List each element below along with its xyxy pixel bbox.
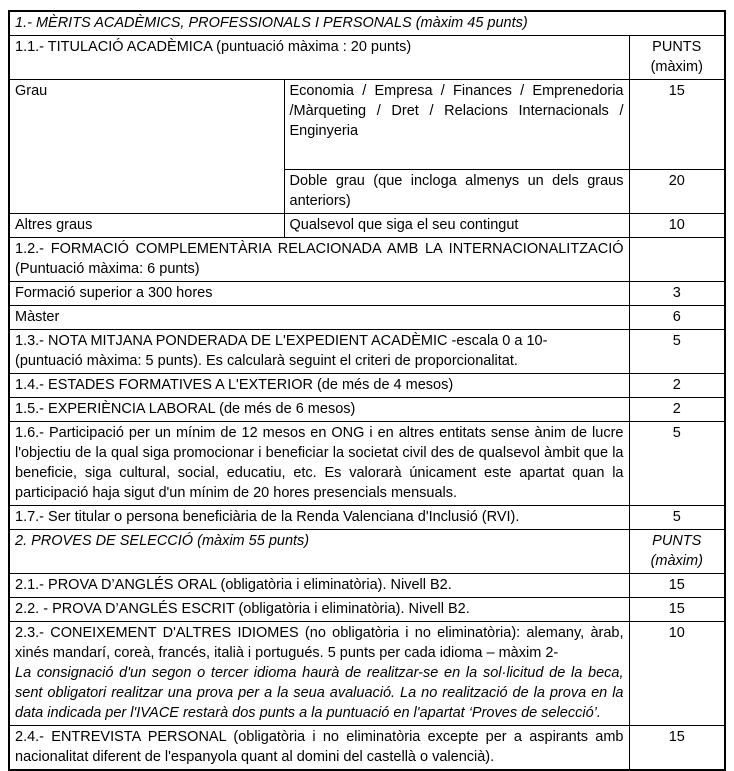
cell-2-2-label: 2.2. - PROVA D’ANGLÉS ESCRIT (obligatòria i eliminatòria). Nivell B2. xyxy=(9,598,629,622)
row-2-2-angles-escrit xyxy=(9,598,725,622)
section2-title: 2. PROVES DE SELECCIÓ (màxim 55 punts) xyxy=(9,530,629,574)
cell-1-3-punts: 5 xyxy=(629,330,725,374)
cell-1-6-label: 1.6.- Participació per un mínim de 12 mesos en ONG i en altres entitats sense ànim de lucre l'objectiu de la qual siga promocionar i beneficiar la societat civil des de qualsevol àmbit que la beneficie, siga cultural, social, educatiu, etc. Es valorarà únicament este apartat quan la participació haja sigut d'un mínim de 20 hores presencials mensuals. xyxy=(9,422,629,506)
cell-1-1-label: 1.1.- TITULACIÓ ACADÈMICA (puntuació màxima : 20 punts) xyxy=(9,36,629,80)
cell-master-punts: 6 xyxy=(629,306,725,330)
row-1-3-nota-mitjana xyxy=(9,330,725,374)
cell-doble-grau-punts: 20 xyxy=(629,170,725,214)
row-2-1-angles-oral xyxy=(9,574,725,598)
cell-1-7-label: 1.7.- Ser titular o persona beneficiària de la Renda Valenciana d'Inclusió (RVI). xyxy=(9,506,629,530)
cell-1-3-label xyxy=(9,330,629,374)
row-2-4-entrevista xyxy=(9,726,725,771)
cell-formacio-300-label: Formació superior a 300 hores xyxy=(9,282,629,306)
cell-2-3-italic-note: La consignació d'un segon o tercer idioma haurà de realitzar-se en la sol·licitud de la beca, sent obligatori realitzar una prova per a la seua avaluació. La no realització de la prova en la data indicada per l'IVACE restarà dos punts a la puntuació en l'apartat ‘Proves de selecció’. xyxy=(15,665,624,721)
row-2-3-altres-idiomes xyxy=(9,622,725,726)
punts-header2-line1: PUNTS xyxy=(652,533,702,549)
row-1-4-estades xyxy=(9,374,725,398)
cell-2-4-label: 2.4.- ENTREVISTA PERSONAL (obligatòria i no eliminatòria excepte per a aspirants amb nacionalitat diferent de l'espanyola quant al domini del castellà o valencià). xyxy=(9,726,629,771)
cell-2-3-text: 2.3.- CONEIXEMENT D'ALTRES IDIOMES (no obligatòria i no eliminatòria): alemany, àrab, xinés mandarí, coreà, francés, italià i portugués. 5 punts per cada idioma – màxim 2- xyxy=(15,625,624,661)
cell-altres-graus-punts: 10 xyxy=(629,214,725,238)
document-page xyxy=(8,10,724,771)
cell-formacio-300-punts: 3 xyxy=(629,282,725,306)
cell-1-3-line1: 1.3.- NOTA MITJANA PONDERADA DE L'EXPEDIENT ACADÈMIC -escala 0 a 10- xyxy=(15,333,548,349)
cell-altres-graus-contingut: Qualsevol que siga el seu contingut xyxy=(284,214,629,238)
cell-2-3-punts: 10 xyxy=(629,622,725,726)
cell-1-6-punts: 5 xyxy=(629,422,725,506)
row-altres-graus xyxy=(9,214,725,238)
cell-doble-grau: Doble grau (que incloga almenys un dels graus anteriors) xyxy=(284,170,629,214)
cell-grau-label: Grau xyxy=(9,80,284,214)
row-1-2-formacio xyxy=(9,238,725,282)
section1-title: 1.- MÈRITS ACADÈMICS, PROFESSIONALS I PERSONALS (màxim 45 punts) xyxy=(9,11,725,36)
punts-header-line2: (màxim) xyxy=(650,59,703,75)
merits-scoring-table xyxy=(8,10,726,771)
row-1-1-titulacio xyxy=(9,36,725,80)
cell-2-2-punts: 15 xyxy=(629,598,725,622)
cell-master-label: Màster xyxy=(9,306,629,330)
row-section2-title xyxy=(9,530,725,574)
cell-2-3-label xyxy=(9,622,629,726)
punts-header2-line2: (màxim) xyxy=(650,553,703,569)
cell-grau-list-punts: 15 xyxy=(629,80,725,170)
row-grau-option1 xyxy=(9,80,725,170)
cell-1-2-punts xyxy=(629,238,725,282)
row-1-5-experiencia xyxy=(9,398,725,422)
row-master xyxy=(9,306,725,330)
row-1-6-ong xyxy=(9,422,725,506)
cell-1-2-label: 1.2.- FORMACIÓ COMPLEMENTÀRIA RELACIONADA AMB LA INTERNACIONALITZACIÓ (Puntuació màxima: 6 punts) xyxy=(9,238,629,282)
cell-2-1-punts: 15 xyxy=(629,574,725,598)
cell-1-5-label: 1.5.- EXPERIÈNCIA LABORAL (de més de 6 mesos) xyxy=(9,398,629,422)
row-formacio-300 xyxy=(9,282,725,306)
cell-2-4-punts: 15 xyxy=(629,726,725,771)
cell-1-5-punts: 2 xyxy=(629,398,725,422)
cell-punts-header-1 xyxy=(629,36,725,80)
cell-grau-list: Economia / Empresa / Finances / Emprenedoria /Màrqueting / Dret / Relacions Internacionals / Enginyeria xyxy=(284,80,629,170)
cell-1-4-label: 1.4.- ESTADES FORMATIVES A L'EXTERIOR (de més de 4 mesos) xyxy=(9,374,629,398)
cell-punts-header-2 xyxy=(629,530,725,574)
cell-1-4-punts: 2 xyxy=(629,374,725,398)
row-section1-title xyxy=(9,11,725,36)
cell-altres-graus-label: Altres graus xyxy=(9,214,284,238)
cell-2-1-label: 2.1.- PROVA D’ANGLÉS ORAL (obligatòria i eliminatòria). Nivell B2. xyxy=(9,574,629,598)
row-1-7-rvi xyxy=(9,506,725,530)
cell-1-7-punts: 5 xyxy=(629,506,725,530)
punts-header-line1: PUNTS xyxy=(652,39,702,55)
cell-1-3-line2: (puntuació màxima: 5 punts). Es calcularà seguint el criteri de proporcionalitat. xyxy=(15,353,518,369)
